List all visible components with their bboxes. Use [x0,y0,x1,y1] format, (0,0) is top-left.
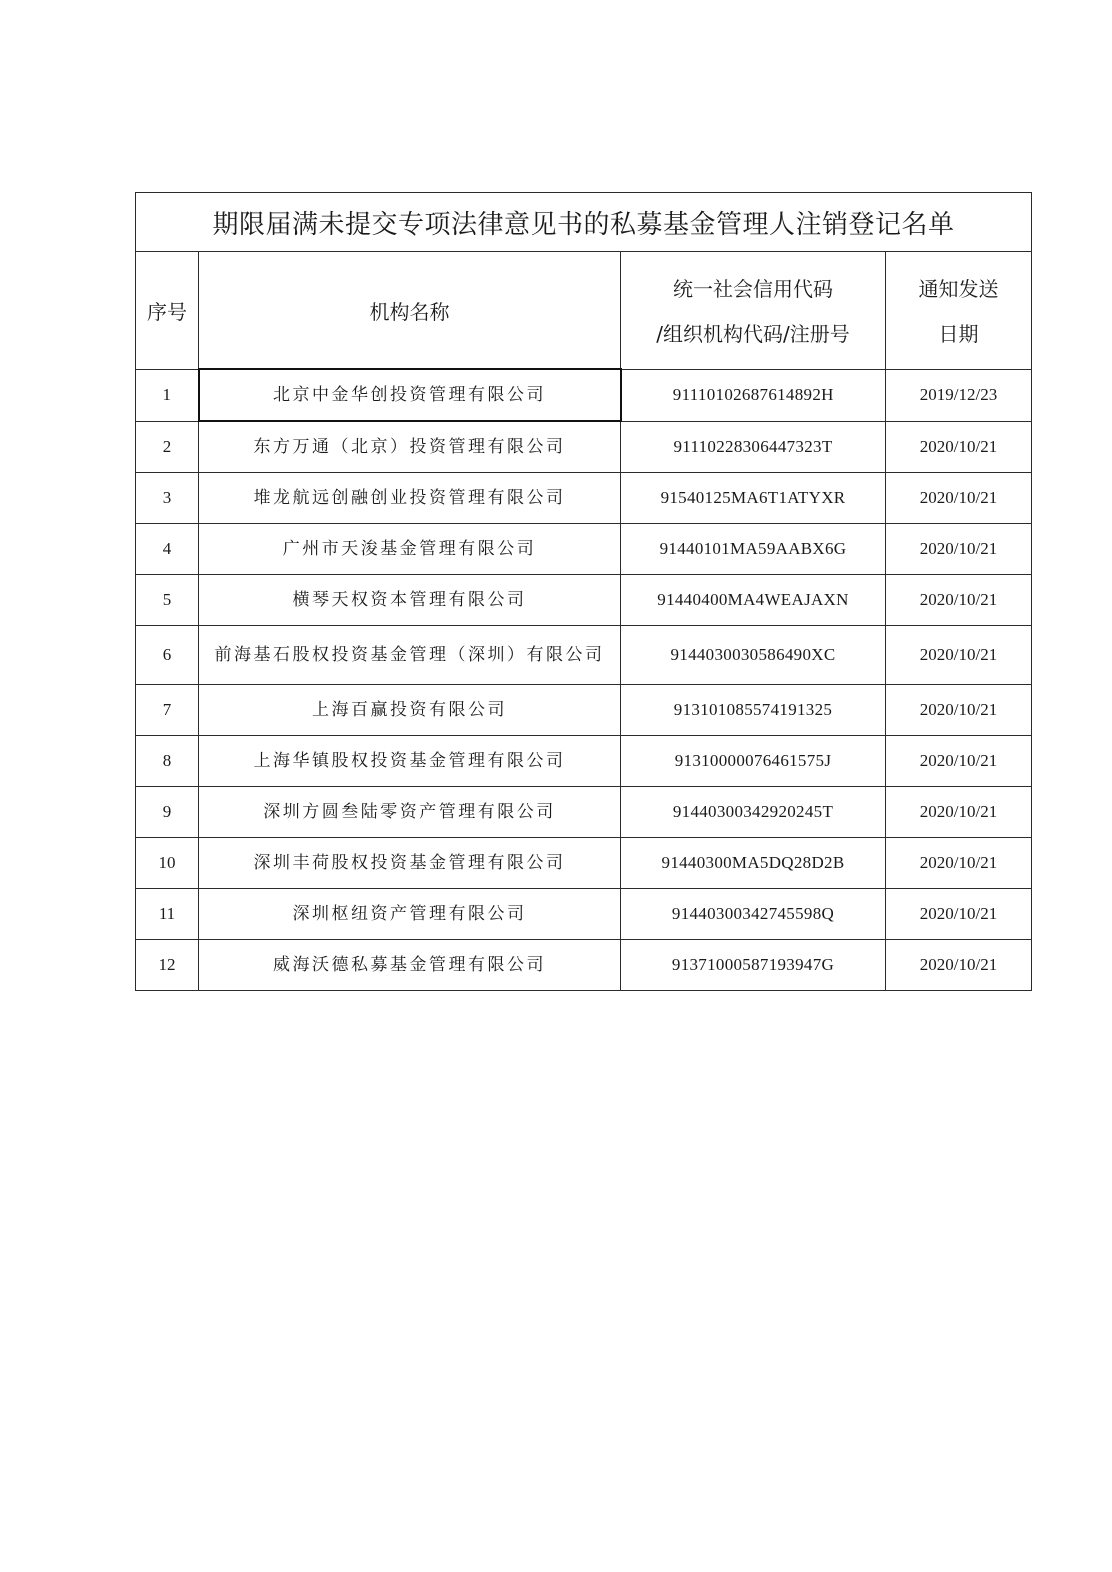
row-org-name: 深圳方圆叁陆零资产管理有限公司 [199,787,621,838]
header-code [621,252,886,370]
row-org-name: 深圳枢纽资产管理有限公司 [199,889,621,940]
row-credit-code: 91440300MA5DQ28D2B [621,838,886,889]
row-org-name: 威海沃德私募基金管理有限公司 [199,940,621,991]
row-credit-code: 91440400MA4WEAJAXN [621,575,886,626]
table-row [136,473,1032,524]
table-row [136,889,1032,940]
header-name: 机构名称 [199,252,621,370]
row-credit-code: 91310000076461575J [621,736,886,787]
row-notice-date: 2020/10/21 [886,473,1032,524]
table-title: 期限届满未提交专项法律意见书的私募基金管理人注销登记名单 [136,193,1032,252]
row-seq: 6 [136,626,199,685]
row-org-name: 前海基石股权投资基金管理（深圳）有限公司 [199,626,621,685]
row-notice-date: 2019/12/23 [886,369,1032,421]
row-org-name: 东方万通（北京）投资管理有限公司 [199,421,621,473]
row-seq: 12 [136,940,199,991]
row-org-name: 深圳丰荷股权投资基金管理有限公司 [199,838,621,889]
row-org-name: 广州市天浚基金管理有限公司 [199,524,621,575]
row-org-name: 上海百赢投资有限公司 [199,685,621,736]
row-notice-date: 2020/10/21 [886,889,1032,940]
row-seq: 2 [136,421,199,473]
row-seq: 9 [136,787,199,838]
row-notice-date: 2020/10/21 [886,838,1032,889]
table-row [136,575,1032,626]
row-notice-date: 2020/10/21 [886,736,1032,787]
row-credit-code: 91440101MA59AABX6G [621,524,886,575]
row-seq: 11 [136,889,199,940]
row-seq: 7 [136,685,199,736]
table-row [136,838,1032,889]
row-credit-code: 913101085574191325 [621,685,886,736]
row-seq: 4 [136,524,199,575]
header-seq: 序号 [136,252,199,370]
table-row [136,940,1032,991]
table-row [136,685,1032,736]
row-notice-date: 2020/10/21 [886,421,1032,473]
row-seq: 5 [136,575,199,626]
row-notice-date: 2020/10/21 [886,940,1032,991]
header-date [886,252,1032,370]
deregistration-table [135,192,1032,991]
table-row [136,524,1032,575]
table-row [136,369,1032,421]
row-credit-code: 91440300342745598Q [621,889,886,940]
row-seq: 1 [136,369,199,421]
row-credit-code: 91371000587193947G [621,940,886,991]
row-credit-code: 9144030030586490XC [621,626,886,685]
row-seq: 8 [136,736,199,787]
row-notice-date: 2020/10/21 [886,626,1032,685]
row-credit-code: 91110102687614892H [621,369,886,421]
table-row [136,787,1032,838]
table-row [136,421,1032,473]
header-code-line1: 统一社会信用代码 [673,277,833,302]
row-notice-date: 2020/10/21 [886,787,1032,838]
row-credit-code: 91540125MA6T1ATYXR [621,473,886,524]
row-notice-date: 2020/10/21 [886,685,1032,736]
table-row [136,626,1032,685]
row-seq: 3 [136,473,199,524]
row-org-name: 横琴天权资本管理有限公司 [199,575,621,626]
row-notice-date: 2020/10/21 [886,575,1032,626]
row-org-name: 堆龙航远创融创业投资管理有限公司 [199,473,621,524]
row-org-name: 上海华镇股权投资基金管理有限公司 [199,736,621,787]
table-row [136,736,1032,787]
row-notice-date: 2020/10/21 [886,524,1032,575]
header-code-line2: /组织机构代码/注册号 [656,322,850,347]
row-org-name: 北京中金华创投资管理有限公司 [199,369,621,421]
row-credit-code: 91440300342920245T [621,787,886,838]
header-date-line2: 日期 [938,322,979,347]
row-credit-code: 91110228306447323T [621,421,886,473]
header-date-line1: 通知发送 [918,277,999,302]
row-seq: 10 [136,838,199,889]
